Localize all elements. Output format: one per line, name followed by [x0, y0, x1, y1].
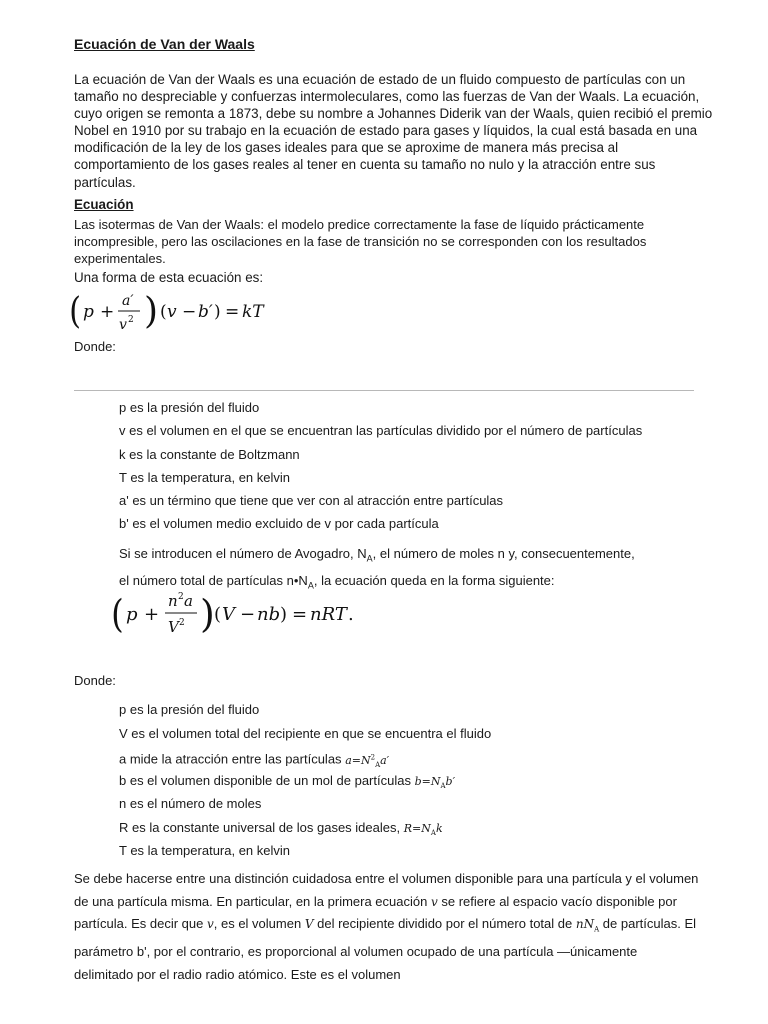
svg-text:): )	[214, 302, 221, 322]
svg-text:n: n	[168, 592, 178, 610]
svg-text:V: V	[168, 618, 179, 636]
list-item: n es el número de moles	[119, 796, 262, 811]
svg-text:nb: nb	[257, 604, 281, 625]
list-item: T es la temperatura, en kelvin	[119, 843, 291, 858]
svg-text:=: =	[292, 604, 308, 625]
svg-text:−: −	[182, 302, 197, 322]
svg-text:+: +	[144, 604, 160, 625]
definitions-list-1	[119, 398, 642, 538]
symbol-v: v	[430, 894, 438, 909]
list-item-text: R es la constante universal de los gases ideales,	[119, 819, 401, 835]
isotherm-paragraph: Las isotermas de Van der Waals: el modelo predice correctamente la fase de líquido prácticamente incompresible, pero las oscilaciones en la fase de transición no se corresponden con los resultados experimentales.	[74, 217, 647, 267]
svg-text:(: (	[214, 604, 222, 625]
svg-text:=: =	[225, 302, 240, 322]
svg-text:2: 2	[178, 592, 184, 602]
divider	[74, 390, 694, 391]
formula-b-relation: $b=N_Ab'$	[414, 774, 456, 790]
closing-text-5: de partículas. El parámetro b', por el contrario, es proporcional al volumen ocupado de una partícula —únicamente delimitado por el radio radio atómico. Este es el volumen	[74, 916, 696, 982]
symbol-nNA: $nN_A$	[575, 917, 600, 934]
formula-a-relation: $a=N^2_Aa'$	[345, 753, 390, 769]
list-item: p es la presión del fluido	[119, 702, 260, 717]
svg-text:−: −	[240, 604, 256, 625]
svg-text:(: (	[160, 302, 167, 322]
equation-intro: Una forma de esta ecuación es:	[74, 270, 264, 285]
list-item	[119, 818, 491, 842]
list-item: T es la temperatura, en kelvin	[119, 469, 291, 485]
avogadro-text-1a: Si se introducen el número de Avogadro, N	[119, 546, 367, 561]
donde-label-1: Donde:	[74, 339, 116, 354]
symbol-v: v	[206, 917, 214, 932]
symbol-V: V	[304, 917, 314, 932]
list-item-text: a mide la atracción entre las partículas	[119, 751, 342, 767]
list-item: V es el volumen total del recipiente en que se encuentra el fluido	[119, 725, 492, 741]
svg-text:2: 2	[128, 315, 134, 325]
svg-text:V: V	[222, 604, 235, 625]
closing-paragraph	[74, 868, 699, 986]
closing-text-4: del recipiente dividido por el número total de	[317, 916, 573, 932]
closing-text-3: , es el volumen	[213, 916, 302, 932]
svg-text:): )	[280, 604, 288, 625]
equation-2	[112, 585, 372, 646]
svg-text:): )	[144, 291, 159, 332]
avogadro-text-2b: , la ecuación queda en la forma siguiente:	[313, 572, 555, 588]
list-item: k es la constante de Boltzmann	[119, 446, 300, 462]
svg-text:2: 2	[179, 618, 185, 628]
svg-text:+: +	[100, 302, 115, 322]
formula-r-relation: $R=N_Ak$	[403, 821, 443, 837]
avogadro-text-2a: el número total de partículas n•N	[119, 572, 308, 588]
svg-text:v: v	[119, 317, 127, 333]
list-item: v es el volumen en el que se encuentran las partículas dividido por el número de partículas	[119, 423, 643, 439]
closing-text-2: se refiere al espacio vacío disponible por partícula. Es decir que	[74, 893, 677, 932]
definitions-list-2	[119, 700, 491, 865]
svg-text:nRT: nRT	[310, 604, 347, 625]
equation-1	[70, 285, 290, 342]
avogadro-text-1b: , el número de moles n y, consecuentemente,	[372, 546, 635, 561]
list-item	[119, 771, 491, 795]
avogadro-subscript-1: A	[366, 553, 373, 564]
svg-text:b′: b′	[198, 302, 213, 322]
donde-label-2: Donde:	[74, 673, 116, 688]
svg-text:(: (	[112, 592, 124, 637]
section-heading: Ecuación	[74, 197, 134, 212]
closing-text-1: Se debe hacerse entre una distinción cuidadosa entre el volumen disponible para una partícula y el volumen de una partícula misma. En particular, en la primera ecuación	[74, 871, 699, 909]
svg-text:(: (	[70, 289, 82, 332]
svg-text:kT: kT	[242, 302, 264, 322]
svg-text:.: .	[348, 604, 354, 625]
svg-text:a: a	[184, 592, 193, 610]
page-title: Ecuación de Van der Waals	[74, 36, 255, 52]
svg-text:p: p	[126, 604, 138, 625]
equation-1-render	[70, 285, 290, 337]
svg-text:v: v	[167, 302, 177, 322]
list-item: p es la presión del fluido	[119, 400, 260, 415]
list-item	[119, 747, 491, 771]
intro-paragraph: La ecuación de Van der Waals es una ecuación de estado de un fluido compuesto de partículas con un tamaño no despreciable y confuerzas intermoleculares, como las fuerzas de Van der Waals. La ecuación, cuyo origen se remonta a 1873, debe su nombre a Johannes Diderik van der Waals, quien recibió el premio Nobel en 1910 por su trabajo en la ecuación de estado para gases y líquidos, la cual está basada en una modificación de la ley de los gases ideales para que se aproxime de manera más precisa al comportamiento de los gases reales al tener en cuenta su tamaño no nulo y la atracción entre sus partículas.	[74, 72, 713, 190]
list-item: b' es el volumen medio excluido de v por cada partícula	[119, 516, 439, 532]
svg-text:p: p	[83, 302, 94, 322]
svg-text:a′: a′	[122, 293, 134, 309]
svg-text:): )	[200, 592, 215, 636]
list-item-text: b es el volumen disponible de un mol de partículas	[119, 772, 411, 788]
equation-2-render	[112, 585, 372, 641]
avogadro-subscript-2: A	[307, 580, 314, 591]
list-item: a' es un término que tiene que ver con al atracción entre partículas	[119, 493, 504, 509]
